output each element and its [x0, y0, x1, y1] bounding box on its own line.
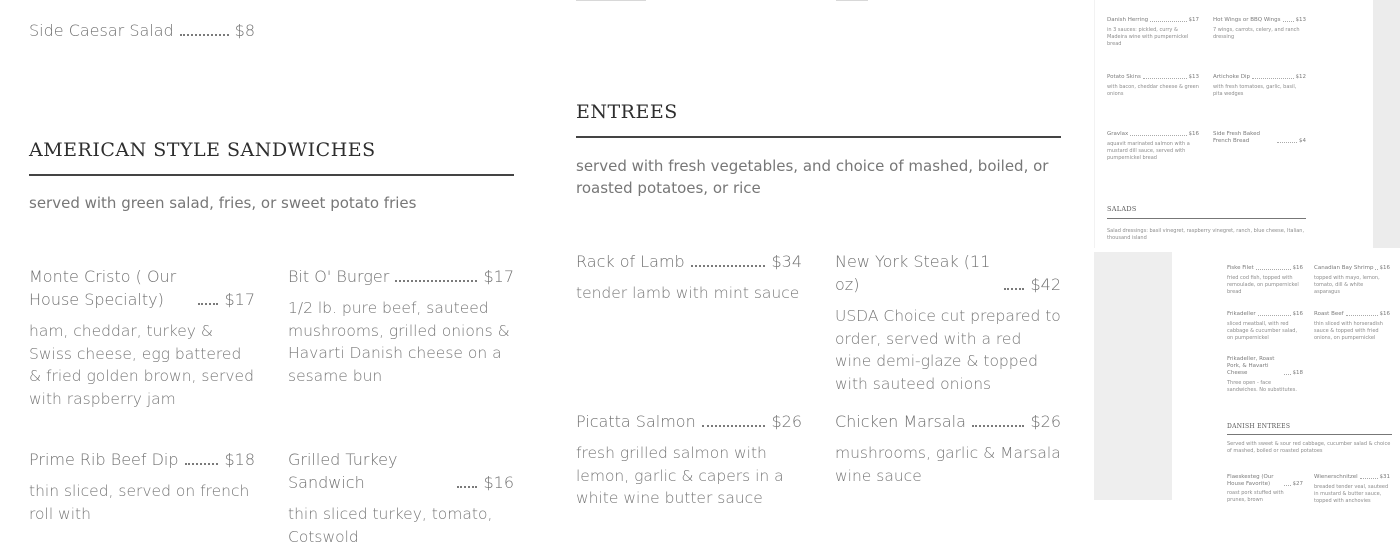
menu-item: [576, 250, 802, 305]
thumb-section-divider: [1107, 218, 1306, 219]
item-name: Potato Skins: [1107, 74, 1141, 80]
item-description: with bacon, cheddar cheese & green onions: [1107, 84, 1199, 97]
item-description: thin sliced, served on french roll with: [29, 482, 250, 523]
item-description: fried cod fish, topped with remoulade, on pumpernickel bread: [1227, 275, 1299, 295]
item-price: $12: [1295, 74, 1306, 80]
item-name: Rack of Lamb: [576, 252, 685, 271]
thumb-menu-item: [1314, 474, 1390, 505]
item-heading: [835, 250, 1061, 296]
thumbnail-background: [1094, 252, 1172, 500]
item-heading: [576, 410, 802, 433]
thumbnail-scroll-gutter: [1373, 0, 1400, 248]
cropped-text-fragment: [836, 0, 868, 1]
thumb-menu-item: [1213, 74, 1306, 98]
item-price: $26: [771, 412, 802, 431]
item-description: thin sliced with horseradish sauce & topped with fried onions, on pumpernickel: [1314, 321, 1383, 341]
item-description: 1/2 lb. pure beef, sauteed mushrooms, grilled onions & Havarti Danish cheese on a sesame bun: [288, 299, 510, 385]
item-name: Frikadeller: [1227, 311, 1256, 317]
thumb-menu-item: [1227, 265, 1303, 296]
item-description: USDA Choice cut prepared to order, served with a red wine demi-glaze & topped with sauteed onions: [835, 307, 1061, 393]
item-description: roast pork stuffed with prunes, brown: [1227, 490, 1284, 503]
item-name: Danish Herring: [1107, 17, 1149, 23]
item-price: $13: [1295, 17, 1306, 23]
item-description: mushrooms, garlic & Marsala wine sauce: [835, 444, 1061, 485]
thumb-menu-item: [1107, 74, 1199, 98]
item-name: Fiske Filet: [1227, 265, 1254, 271]
item-name: Frikadeller, Roast Pork, & Havarti Cheese: [1227, 356, 1275, 376]
thumb-menu-item: [1227, 311, 1303, 342]
item-description: in 3 sauces: pickled, curry & Madeira wine with pumpernickel bread: [1107, 27, 1189, 47]
thumb-menu-item: [1107, 17, 1199, 48]
item-price: $16: [483, 473, 514, 492]
item-name: Artichoke Dip: [1213, 74, 1250, 80]
entrees-column: [576, 0, 1061, 507]
item-price: $16: [1292, 265, 1303, 271]
thumb-section-title: SALADS: [1107, 205, 1137, 213]
item-description: with fresh tomatoes, garlic, basil, pita wedges: [1213, 84, 1297, 97]
item-price: $16: [1292, 311, 1303, 317]
leader-dots: [198, 303, 218, 305]
item-description: fresh grilled salmon with lemon, garlic & capers in a white wine butter sauce: [576, 444, 784, 507]
cropped-text-fragment: [576, 0, 646, 1]
item-description: topped with mayo, lemon, tomato, dill & white asparagus: [1314, 275, 1380, 295]
item-heading: [29, 448, 255, 471]
section-subtitle: served with green salad, fries, or sweet potato fries: [29, 194, 417, 212]
leader-dots: [1004, 288, 1024, 290]
leader-dots: [691, 265, 766, 267]
item-price: $4: [1299, 138, 1306, 144]
menu-item-side-caesar: [29, 19, 255, 42]
item-price: $18: [224, 450, 255, 469]
item-name: Chicken Marsala: [835, 412, 966, 431]
item-heading: [835, 410, 1061, 433]
item-name: Picatta Salmon: [576, 412, 696, 431]
leader-dots: [185, 463, 219, 465]
item-name: Bit O' Burger: [288, 267, 390, 286]
leader-dots: [972, 425, 1025, 427]
thumb-menu-item: [1107, 131, 1199, 162]
section-subtitle: served with fresh vegetables, and choice of mashed, boiled, or roasted potatoes, or rice: [576, 157, 1049, 197]
menu-item: [288, 265, 514, 387]
item-price: $17: [224, 290, 255, 309]
section-divider: [29, 174, 514, 176]
item-price: $27: [1292, 481, 1303, 487]
section-divider: [576, 136, 1061, 138]
menu-item: [29, 265, 255, 410]
thumb-section-subtitle: Salad dressings: basil vinegret, raspberry vinegret, ranch, blue cheese, Italian, thousand island: [1107, 228, 1305, 241]
menu-item: [29, 448, 255, 525]
thumb-section-subtitle: Served with sweet & sour red cabbage, cucumber salad & choice of mashed, boiled or roasted potatoes: [1227, 441, 1391, 454]
thumb-menu-item: [1314, 311, 1390, 342]
item-heading: [288, 448, 514, 494]
section-title: AMERICAN STYLE SANDWICHES: [29, 139, 376, 161]
leader-dots: [457, 486, 477, 488]
item-heading: [29, 265, 255, 311]
item-description: sliced meatball, with red cabbage & cucumber salad, on pumpernickel: [1227, 321, 1298, 341]
item-description: Three open - face sandwiches. No substitutes.: [1227, 380, 1297, 393]
item-description: 7 wings, carrots, celery, and ranch dressing: [1213, 27, 1300, 40]
item-price: $8: [234, 21, 255, 40]
item-name: Gravlax: [1107, 131, 1129, 137]
item-name: New York Steak (11 oz): [835, 252, 991, 294]
leader-dots: [395, 280, 477, 282]
item-name: Canadian Bay Shrimp: [1314, 265, 1374, 271]
item-price: $42: [1030, 275, 1061, 294]
item-price: $16: [1379, 311, 1390, 317]
item-name: Monte Cristo ( Our House Specialty): [29, 267, 177, 309]
leader-dots: [702, 425, 766, 427]
item-name: Roast Beef: [1314, 311, 1344, 317]
item-price: $13: [1188, 74, 1199, 80]
menu-page-thumbnail-bottom[interactable]: [1172, 252, 1400, 504]
item-heading: [288, 265, 514, 288]
item-description: breaded tender veal, sauteed in mustard & butter sauce, topped with anchovies: [1314, 484, 1389, 504]
thumb-section-title: DANISH ENTREES: [1227, 423, 1291, 430]
leader-dots: [180, 34, 229, 36]
thumb-menu-item: [1227, 356, 1303, 394]
item-description: ham, cheddar, turkey & Swiss cheese, egg battered & fried golden brown, served with raspberry jam: [29, 322, 254, 408]
item-name: Side Fresh Baked French Bread: [1213, 131, 1261, 144]
thumb-section-divider: [1227, 434, 1392, 435]
item-description: thin sliced turkey, tomato, Cotswold: [288, 505, 493, 546]
item-heading: [576, 250, 802, 273]
section-title: ENTREES: [576, 101, 678, 123]
menu-item: [576, 410, 802, 510]
item-name: Prime Rib Beef Dip: [29, 450, 179, 469]
item-name: Side Caesar Salad: [29, 21, 174, 40]
item-name: Flaeskesteg (Our House Favorite): [1227, 474, 1274, 487]
thumb-menu-item: [1213, 17, 1306, 41]
menu-item: [835, 410, 1061, 487]
item-name: Grilled Turkey Sandwich: [288, 450, 398, 492]
item-price: $34: [771, 252, 802, 271]
item-price: $16: [1379, 265, 1390, 271]
item-name: Hot Wings or BBQ Wings: [1213, 17, 1281, 23]
item-description: tender lamb with mint sauce: [576, 284, 800, 302]
item-price: $31: [1379, 474, 1390, 480]
item-name: Wienerschnitzel: [1314, 474, 1358, 480]
thumb-menu-item: [1314, 265, 1390, 296]
menu-item: [835, 250, 1061, 395]
item-price: $26: [1030, 412, 1061, 431]
item-price: $17: [1188, 17, 1199, 23]
item-description: aquavit marinated salmon with a mustard dill sauce, served with pumpernickel bread: [1107, 141, 1190, 161]
item-price: $18: [1292, 370, 1303, 376]
sandwiches-column: [29, 0, 514, 546]
thumb-menu-item: [1213, 131, 1306, 145]
menu-item: [288, 448, 514, 548]
item-price: $16: [1188, 131, 1199, 137]
menu-page-thumbnail-top[interactable]: [1094, 0, 1400, 248]
item-price: $17: [483, 267, 514, 286]
